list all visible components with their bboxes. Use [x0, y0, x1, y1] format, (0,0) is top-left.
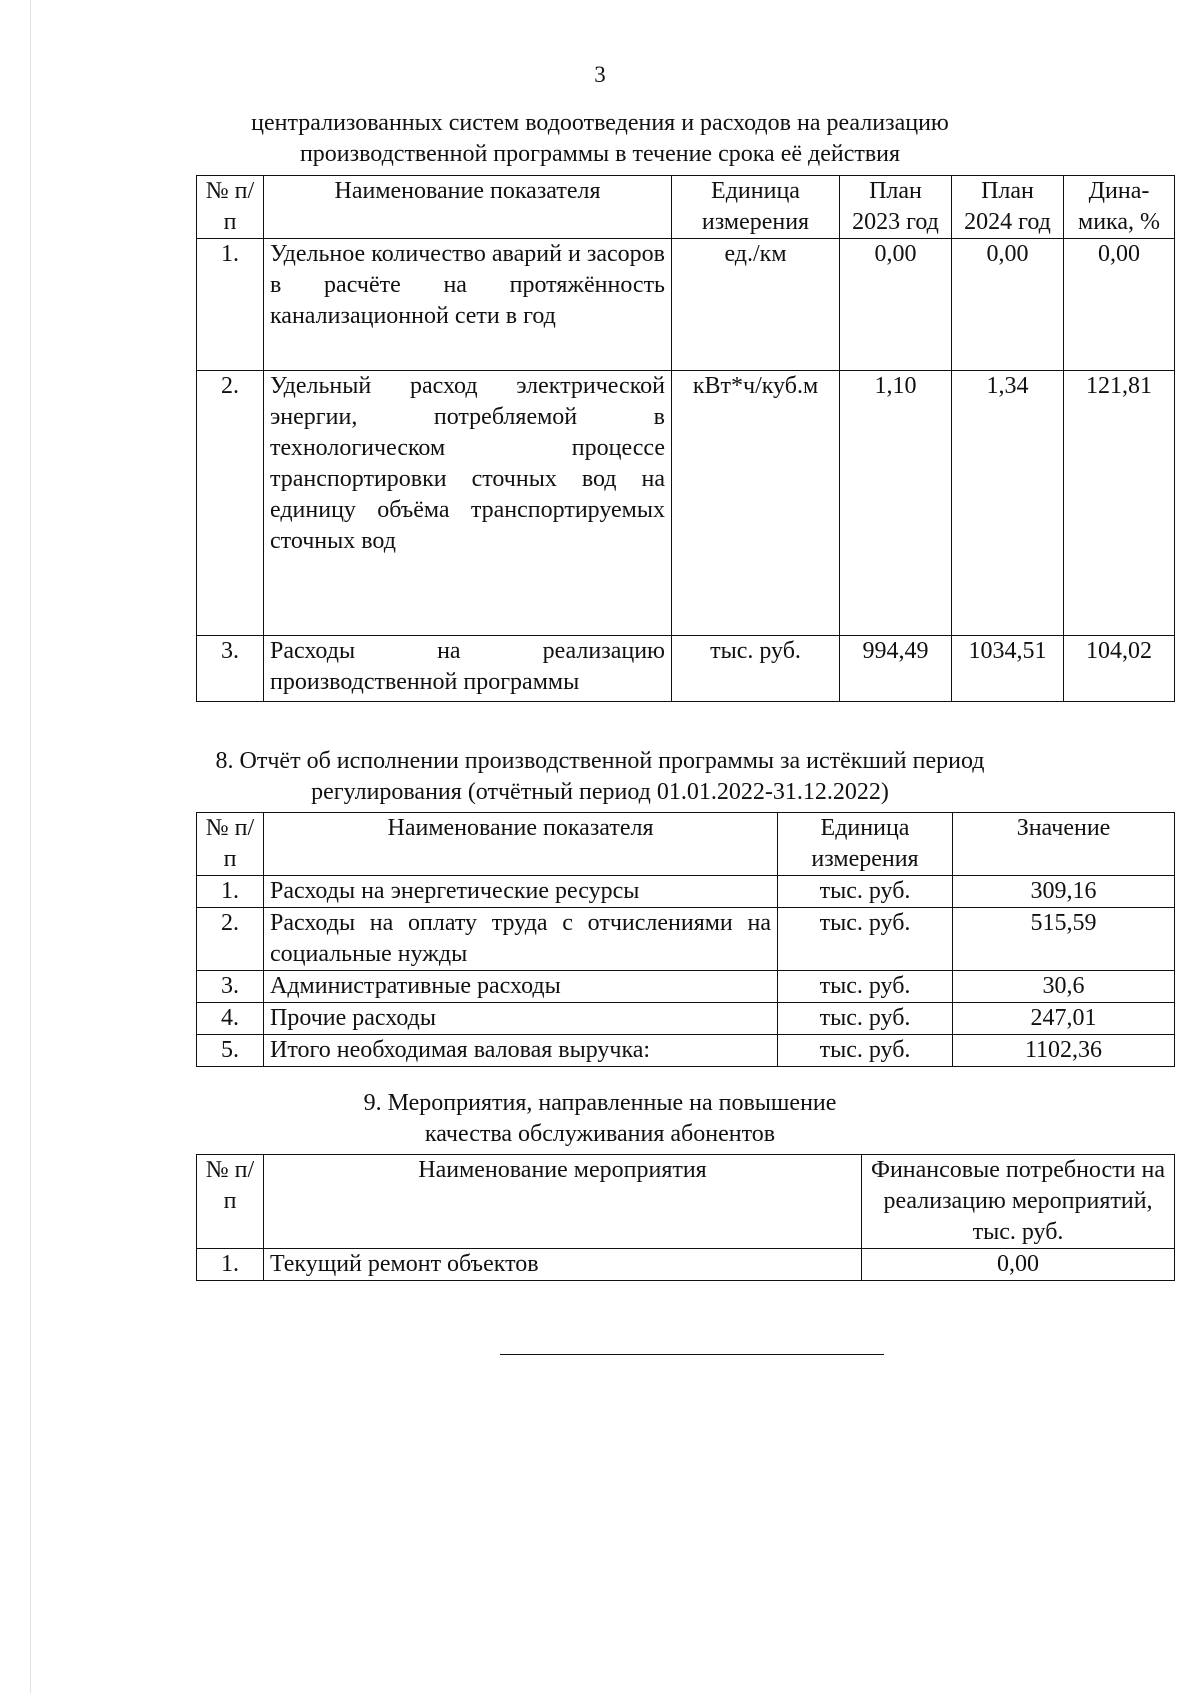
table-row: [197, 239, 1175, 371]
row-name: Административные расходы: [264, 971, 778, 1003]
row-num: 2.: [197, 371, 264, 636]
section-8-heading-line-2: регулирования (отчётный период 01.01.2022-31.12.2022): [311, 779, 889, 805]
col-header-num: № п/п: [197, 176, 264, 239]
table-row: [197, 876, 1175, 908]
col-header-finance: Финансовые потребности на реализацию мероприятий, тыс. руб.: [862, 1155, 1175, 1249]
table-row: [197, 1249, 1175, 1281]
measures-table: [196, 1154, 1175, 1281]
table-header-row: [197, 813, 1175, 876]
table7-heading: [0, 108, 1200, 170]
col-header-unit: Единица измерения: [778, 813, 953, 876]
row-value: 1102,36: [953, 1035, 1175, 1067]
end-separator-line: [500, 1354, 884, 1355]
col-header-name: Наименование мероприятия: [264, 1155, 862, 1249]
section-9-heading-line-2: качества обслуживания абонентов: [424, 1121, 776, 1147]
table-header-row: [197, 176, 1175, 239]
table7-heading-line-1: централизованных систем водоотведения и расходов на реализацию: [251, 110, 949, 136]
indicators-table: [196, 175, 1175, 702]
section-8-heading: [0, 746, 1200, 808]
table-header-row: [197, 1155, 1175, 1249]
row-finance: 0,00: [862, 1249, 1175, 1281]
row-dynamics: 121,81: [1064, 371, 1175, 636]
row-plan-2023: 1,10: [840, 371, 952, 636]
row-num: 5.: [197, 1035, 264, 1067]
page-number: 3: [594, 62, 606, 87]
row-value: 309,16: [953, 876, 1175, 908]
table-row: [197, 371, 1175, 636]
row-plan-2024: 1,34: [952, 371, 1064, 636]
row-num: 4.: [197, 1003, 264, 1035]
row-name: Прочие расходы: [264, 1003, 778, 1035]
row-unit: тыс. руб.: [778, 1035, 953, 1067]
row-plan-2024: 1034,51: [952, 636, 1064, 702]
table-row: [197, 908, 1175, 971]
row-unit: кВт*ч/куб.м: [672, 371, 840, 636]
report-table: [196, 812, 1175, 1067]
row-num: 1.: [197, 876, 264, 908]
row-num: 2.: [197, 908, 264, 971]
row-num: 3.: [197, 971, 264, 1003]
row-num: 1.: [197, 1249, 264, 1281]
row-value: 247,01: [953, 1003, 1175, 1035]
row-unit: ед./км: [672, 239, 840, 371]
row-unit: тыс. руб.: [778, 908, 953, 971]
table-row: [197, 636, 1175, 702]
row-dynamics: 104,02: [1064, 636, 1175, 702]
scan-margin-line: [30, 0, 31, 1693]
col-header-unit: Единица измерения: [672, 176, 840, 239]
row-plan-2023: 994,49: [840, 636, 952, 702]
col-header-name: Наименование показателя: [264, 813, 778, 876]
row-unit: тыс. руб.: [778, 876, 953, 908]
section-9-heading-line-1: 9. Мероприятия, направленные на повышение: [363, 1090, 837, 1116]
row-plan-2023: 0,00: [840, 239, 952, 371]
row-name: Текущий ремонт объектов: [264, 1249, 862, 1281]
table-row: [197, 1003, 1175, 1035]
col-header-num: № п/п: [197, 1155, 264, 1249]
row-unit: тыс. руб.: [778, 1003, 953, 1035]
row-value: 515,59: [953, 908, 1175, 971]
row-name: Удельное количество аварий и засоров в расчёте на протяжённость канализационной сети в год: [264, 239, 672, 371]
row-num: 1.: [197, 239, 264, 371]
table-row: [197, 971, 1175, 1003]
col-header-plan-2023: План 2023 год: [840, 176, 952, 239]
row-name: Расходы на оплату труда с отчислениями на социальные нужды: [264, 908, 778, 971]
col-header-dynamics: Дина-мика, %: [1064, 176, 1175, 239]
col-header-plan-2024: План 2024 год: [952, 176, 1064, 239]
row-dynamics: 0,00: [1064, 239, 1175, 371]
row-name: Расходы на реализацию производственной программы: [264, 636, 672, 702]
section-9-heading: [0, 1088, 1200, 1150]
row-unit: тыс. руб.: [778, 971, 953, 1003]
col-header-value: Значение: [953, 813, 1175, 876]
row-value: 30,6: [953, 971, 1175, 1003]
col-header-name: Наименование показателя: [264, 176, 672, 239]
row-plan-2024: 0,00: [952, 239, 1064, 371]
row-name: Расходы на энергетические ресурсы: [264, 876, 778, 908]
table-row: [197, 1035, 1175, 1067]
row-name: Итого необходимая валовая выручка:: [264, 1035, 778, 1067]
section-8-heading-line-1: 8. Отчёт об исполнении производственной программы за истёкший период: [215, 748, 985, 774]
table7-heading-line-2: производственной программы в течение срока её действия: [299, 141, 901, 167]
row-name: Удельный расход электрической энергии, потребляемой в технологическом процессе транспортировки сточных вод на единицу объёма транспортируемых сточных вод: [264, 371, 672, 636]
row-unit: тыс. руб.: [672, 636, 840, 702]
row-num: 3.: [197, 636, 264, 702]
col-header-num: № п/п: [197, 813, 264, 876]
